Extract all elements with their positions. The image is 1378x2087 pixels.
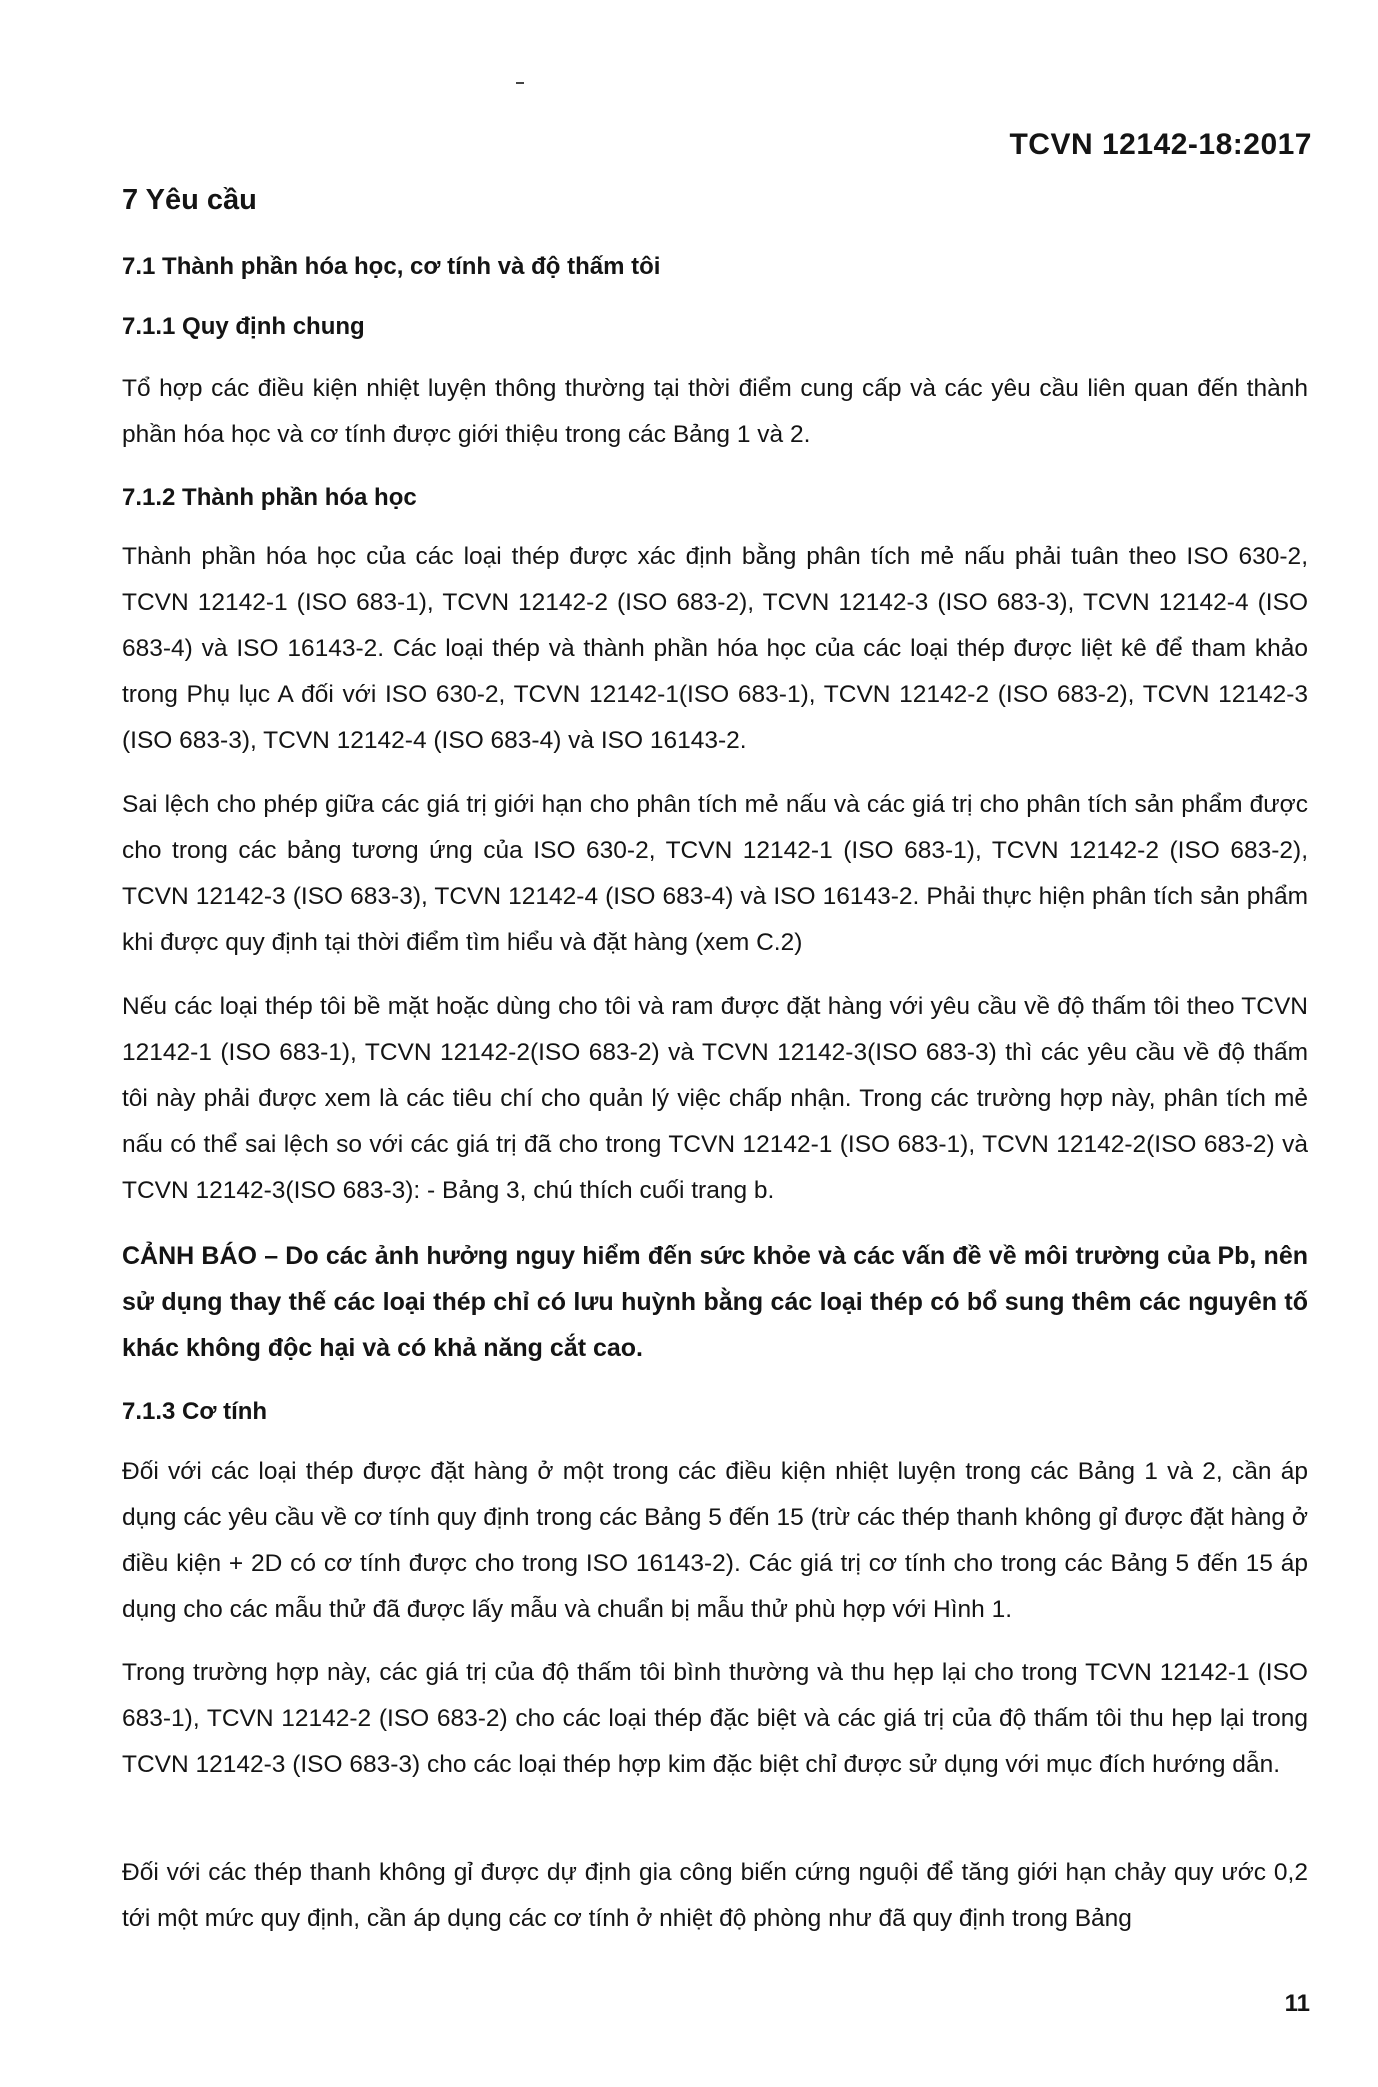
section-heading-7-1: 7.1 Thành phần hóa học, cơ tính và độ thấm tôi [122, 253, 661, 280]
paragraph-permissible-deviation: Sai lệch cho phép giữa các giá trị giới hạn cho phân tích mẻ nấu và các giá trị cho phân tích sản phẩm được cho trong các bảng tương ứng của ISO 630-2, TCVN 12142-1 (ISO 683-1), TCVN 12142-2 (ISO 683-2), TCVN 12142-3 (ISO 683-3), TCVN 12142-4 (ISO 683-4) và ISO 16143-2. Phải thực hiện phân tích sản phẩm khi được quy định tại thời điểm tìm hiểu và đặt hàng (xem C.2) [122, 791, 1308, 956]
standard-code-header: TCVN 12142-18:2017 [1009, 128, 1312, 161]
paragraph-guidance-values: Trong trường hợp này, các giá trị của độ thấm tôi bình thường và thu hẹp lại cho trong TCVN 12142-1 (ISO 683-1), TCVN 12142-2 (ISO 683-2) cho các loại thép đặc biệt và các giá trị của độ thấm tôi thu hẹp lại trong TCVN 12142-3 (ISO 683-3) cho các loại thép hợp kim đặc biệt chỉ được sử dụng với mục đích hướng dẫn. [122, 1659, 1308, 1778]
section-heading-7-1-2: 7.1.2 Thành phần hóa học [122, 484, 417, 511]
paragraph-chemical-composition: Thành phần hóa học của các loại thép được xác định bằng phân tích mẻ nấu phải tuân theo ISO 630-2, TCVN 12142-1 (ISO 683-1), TCVN 12142-2 (ISO 683-2), TCVN 12142-3 (ISO 683-3), TCVN 12142-4 (ISO 683-4) và ISO 16143-2. Các loại thép và thành phần hóa học của các loại thép được liệt kê để tham khảo trong Phụ lục A đối với ISO 630-2, TCVN 12142-1(ISO 683-1), TCVN 12142-2 (ISO 683-2), TCVN 12142-3 (ISO 683-3), TCVN 12142-4 (ISO 683-4) và ISO 16143-2. [122, 543, 1308, 754]
page-number: 11 [1284, 1990, 1310, 2017]
scan-mark [516, 82, 524, 84]
paragraph-hardenability: Nếu các loại thép tôi bề mặt hoặc dùng cho tôi và ram được đặt hàng với yêu cầu về độ thấm tôi theo TCVN 12142-1 (ISO 683-1), TCVN 12142-2(ISO 683-2) và TCVN 12142-3(ISO 683-3) thì các yêu cầu về độ thấm tôi này phải được xem là các tiêu chí cho quản lý việc chấp nhận. Trong các trường hợp này, phân tích mẻ nấu có thể sai lệch so với các giá trị đã cho trong TCVN 12142-1 (ISO 683-1), TCVN 12142-2(ISO 683-2) và TCVN 12142-3(ISO 683-3): - Bảng 3, chú thích cuối trang b. [122, 993, 1308, 1204]
section-heading-7-1-3: 7.1.3 Cơ tính [122, 1398, 268, 1425]
paragraph-cold-worked-bars: Đối với các thép thanh không gỉ được dự định gia công biến cứng nguội để tăng giới hạn chảy quy ước 0,2 tới một mức quy định, cần áp dụng các cơ tính ở nhiệt độ phòng như đã quy định trong Bảng [122, 1859, 1308, 1932]
warning-paragraph: CẢNH BÁO – Do các ảnh hưởng nguy hiểm đến sức khỏe và các vấn đề về môi trường của Pb, nên sử dụng thay thế các loại thép chỉ có lưu huỳnh bằng các loại thép có bổ sung thêm các nguyên tố khác không độc hại và có khả năng cắt cao. [122, 1242, 1308, 1362]
section-heading-7: 7 Yêu cầu [122, 184, 257, 216]
paragraph-general: Tổ hợp các điều kiện nhiệt luyện thông thường tại thời điểm cung cấp và các yêu cầu liên quan đến thành phần hóa học và cơ tính được giới thiệu trong các Bảng 1 và 2. [122, 375, 1308, 448]
section-heading-7-1-1: 7.1.1 Quy định chung [122, 313, 365, 340]
paragraph-mechanical-properties: Đối với các loại thép được đặt hàng ở một trong các điều kiện nhiệt luyện trong các Bảng 1 và 2, cần áp dụng các yêu cầu về cơ tính quy định trong các Bảng 5 đến 15 (trừ các thép thanh không gỉ được đặt hàng ở điều kiện + 2D có cơ tính được cho trong ISO 16143-2). Các giá trị cơ tính cho trong các Bảng 5 đến 15 áp dụng cho các mẫu thử đã được lấy mẫu và chuẩn bị mẫu thử phù hợp với Hình 1. [122, 1458, 1308, 1623]
